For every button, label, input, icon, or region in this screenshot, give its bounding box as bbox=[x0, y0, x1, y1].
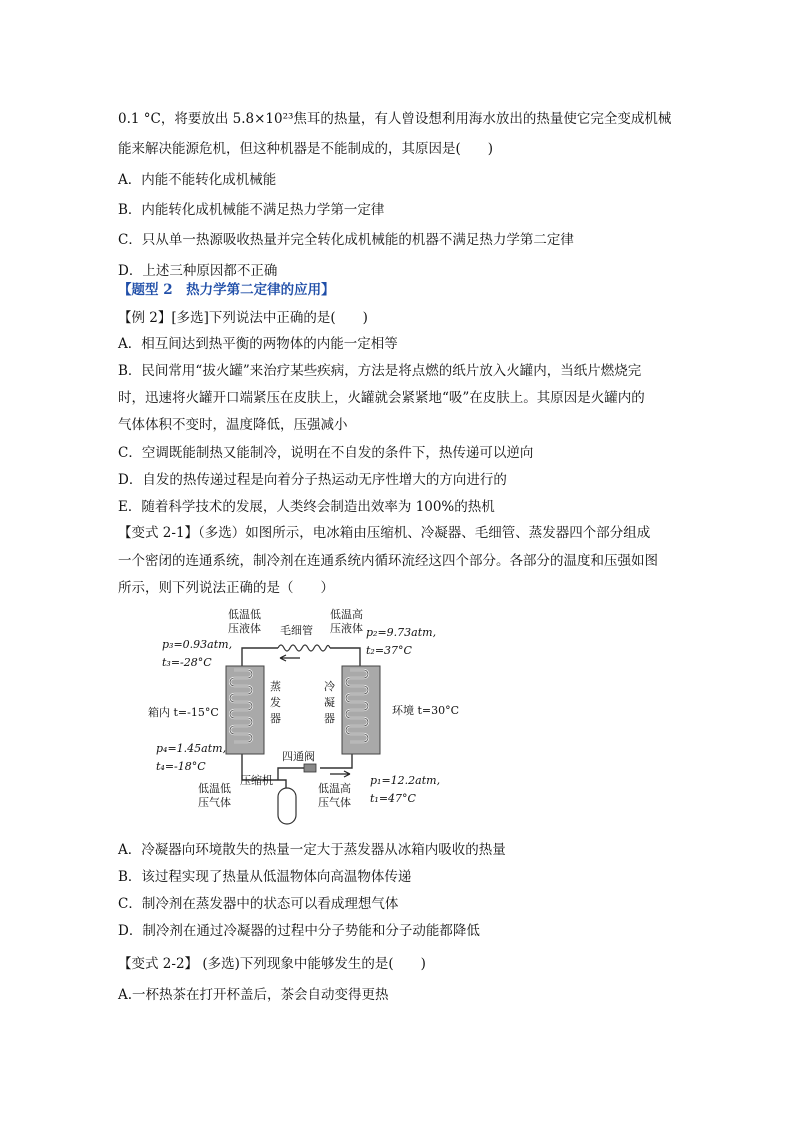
option-b-cont: 时，迅速将火罐开口端紧压在皮肤上，火罐就会紧紧地“吸”在皮肤上。其原因是火罐内的 bbox=[118, 390, 645, 406]
option-d: D．上述三种原因都不正确 bbox=[118, 263, 278, 279]
option-b: B．该过程实现了热量从低温物体向高温物体传递 bbox=[118, 869, 412, 885]
four-way-valve-label: 四通阀 bbox=[282, 750, 315, 763]
variant-stem-cont: 所示，则下列说法正确的是（ ） bbox=[118, 580, 334, 596]
option-c: C．只从单一热源吸收热量并完全转化成机械能的机器不满足热力学第二定律 bbox=[118, 232, 574, 248]
flow-arrow bbox=[280, 655, 300, 661]
low-temp-high-pressure-liquid-label: 低温高 bbox=[330, 608, 363, 621]
box-inside-temperature: 箱内 t=-15°C bbox=[148, 706, 219, 719]
low-temp-high-pressure-gas-label: 压气体 bbox=[318, 796, 351, 809]
option-a: A．相互间达到热平衡的两物体的内能一定相等 bbox=[118, 336, 398, 352]
section-heading: 【题型 2 热力学第二定律的应用】 bbox=[118, 282, 335, 298]
text-line: 0.1 °C，将要放出 5.8×10²³焦耳的热量，有人曾设想利用海水放出的热量使它完全变成机械 bbox=[118, 111, 672, 127]
capillary-coil bbox=[278, 645, 330, 651]
option-b-cont: 气体体积不变时，温度降低，压强减小 bbox=[118, 417, 348, 433]
option-b: B．内能转化成机械能不满足热力学第一定律 bbox=[118, 202, 385, 218]
capillary-label: 毛细管 bbox=[280, 624, 313, 637]
t3-label: t₃=-28°C bbox=[162, 656, 212, 669]
option-c: C．制冷剂在蒸发器中的状态可以看成理想气体 bbox=[118, 896, 399, 912]
low-temp-high-pressure-liquid-label: 压液体 bbox=[330, 622, 363, 635]
option-d: D．制冷剂在通过冷凝器的过程中分子势能和分子动能都降低 bbox=[118, 923, 480, 939]
option-a: A．冷凝器向环境散失的热量一定大于蒸发器从冰箱内吸收的热量 bbox=[118, 842, 506, 858]
question-stem: 能来解决能源危机，但这种机器是不能制成的，其原因是( ) bbox=[118, 141, 494, 157]
condenser-label: 凝 bbox=[324, 696, 335, 709]
environment-temperature: 环境 t=30°C bbox=[392, 704, 460, 717]
condenser-label: 器 bbox=[324, 712, 335, 725]
refrigerator-diagram bbox=[130, 600, 470, 830]
example-stem: 【例 2】[多选]下列说法中正确的是( ) bbox=[118, 310, 368, 326]
option-a: A．内能不能转化成机械能 bbox=[118, 172, 277, 188]
evaporator-label: 蒸 bbox=[270, 680, 281, 693]
four-way-valve bbox=[304, 764, 316, 772]
p1-label: p₁=12.2atm, bbox=[370, 774, 441, 787]
low-temp-low-pressure-liquid-label: 压液体 bbox=[228, 622, 261, 635]
low-temp-high-pressure-gas-label: 低温高 bbox=[318, 782, 351, 795]
option-d: D．自发的热传递过程是向着分子热运动无序性增大的方向进行的 bbox=[118, 472, 507, 488]
t4-label: t₄=-18°C bbox=[156, 760, 206, 773]
p2-label: p₂=9.73atm, bbox=[366, 626, 437, 639]
compressor bbox=[278, 788, 296, 824]
p4-label: p₄=1.45atm, bbox=[156, 742, 227, 755]
flow-arrow bbox=[330, 771, 350, 777]
evaporator-label: 器 bbox=[270, 712, 281, 725]
p3-label: p₃=0.93atm, bbox=[162, 638, 233, 651]
low-temp-low-pressure-gas-label: 压气体 bbox=[198, 796, 231, 809]
compressor-label: 压缩机 bbox=[240, 774, 273, 787]
option-b: B．民间常用“拔火罐”来治疗某些疾病，方法是将点燃的纸片放入火罐内，当纸片燃烧完 bbox=[118, 363, 642, 379]
option-e: E．随着科学技术的发展，人类终会制造出效率为 100%的热机 bbox=[118, 499, 495, 515]
variant-stem-cont: 一个密闭的连通系统，制冷剂在连通系统内循环流经这四个部分。各部分的温度和压强如图 bbox=[118, 553, 658, 569]
option-c: C．空调既能制热又能制冷，说明在不自发的条件下，热传递可以逆向 bbox=[118, 445, 534, 461]
t1-label: t₁=47°C bbox=[370, 792, 416, 805]
t2-label: t₂=37°C bbox=[366, 644, 412, 657]
low-temp-low-pressure-gas-label: 低温低 bbox=[198, 782, 231, 795]
low-temp-low-pressure-liquid-label: 低温低 bbox=[228, 608, 261, 621]
condenser-label: 冷 bbox=[324, 680, 335, 693]
option-a: A.一杯热茶在打开杯盖后，茶会自动变得更热 bbox=[118, 987, 389, 1003]
evaporator-label: 发 bbox=[270, 696, 281, 709]
variant-stem: 【变式 2-2】 (多选)下列现象中能够发生的是( ) bbox=[118, 956, 426, 972]
variant-stem: 【变式 2-1】（多选）如图所示，电冰箱由压缩机、冷凝器、毛细管、蒸发器四个部分组成 bbox=[118, 525, 651, 541]
